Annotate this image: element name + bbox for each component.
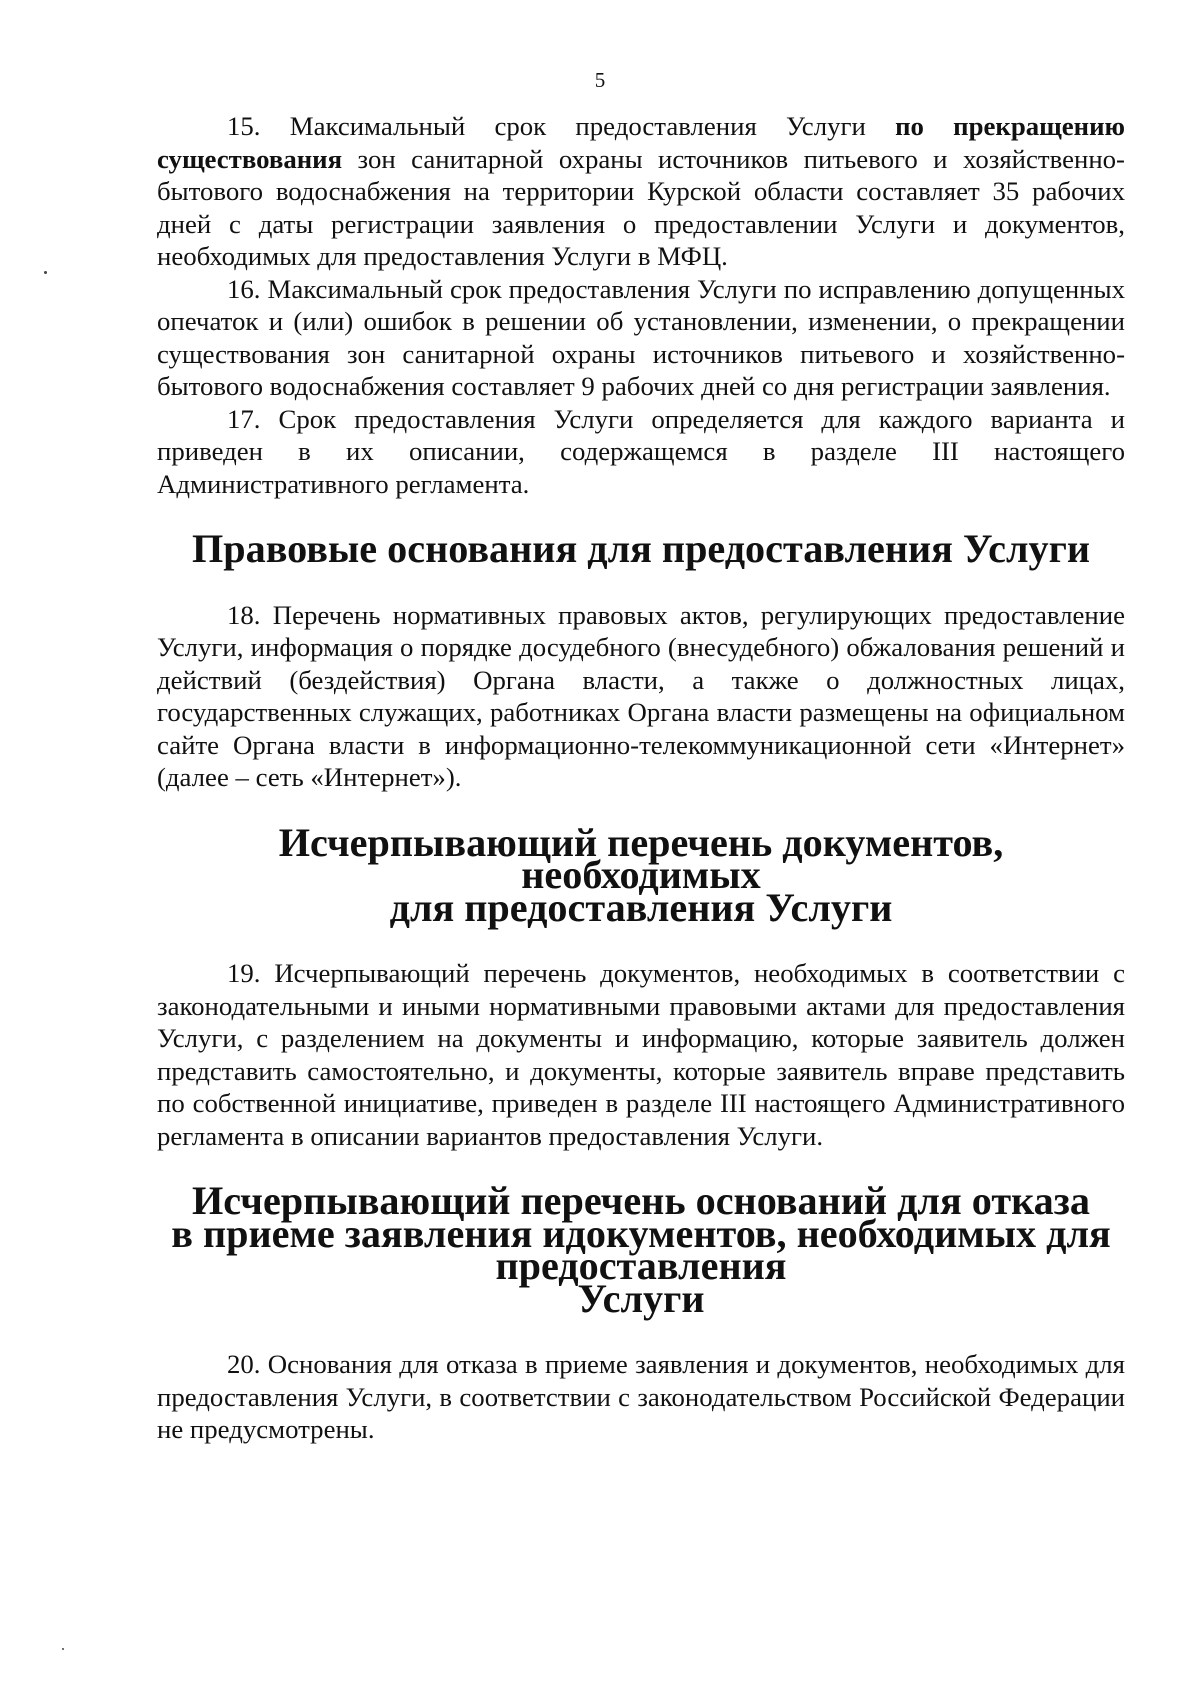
paragraph-text: Срок предоставления Услуги определяется для каждого варианта и приведен в их описании, содержащемся в разделе III настоящего Административного регламента. xyxy=(157,403,1125,499)
heading-line: Исчерпывающий перечень оснований для отказа xyxy=(192,1178,1090,1223)
document-body xyxy=(157,110,1125,1446)
page-number: 5 xyxy=(594,68,606,92)
heading-line: в приеме заявления идокументов, необходимых для предоставления xyxy=(171,1210,1111,1288)
paragraph-bold-text: по прекращению существования xyxy=(157,111,1125,174)
heading-line: Исчерпывающий перечень документов, необходимых xyxy=(278,819,1004,897)
paragraph-text: Основания для отказа в приеме заявления и документов, необходимых для предоставления Услуги, в соответствии с законодательством Российской Федерации не предусмотрены. xyxy=(157,1349,1125,1444)
paragraph-number: 18. xyxy=(227,599,261,630)
paragraph-16 xyxy=(157,273,1125,403)
paragraph-20 xyxy=(157,1348,1125,1446)
scan-speck xyxy=(62,1648,64,1650)
paragraph-17 xyxy=(157,403,1125,501)
paragraph-number: 16. xyxy=(227,273,261,304)
paragraph-number: 19. xyxy=(227,958,261,988)
scan-speck xyxy=(44,271,47,274)
heading-line: Услуги xyxy=(577,1275,705,1321)
heading-line: для предоставления Услуги xyxy=(389,884,893,930)
paragraph-15 xyxy=(157,110,1125,273)
paragraph-18 xyxy=(157,599,1125,794)
paragraph-text: Перечень нормативных правовых актов, регулирующих предоставление Услуги, информация о порядке досудебного (внесудебного) обжалования решений и действий (бездействия) Органа власти, а также о должностных лицах, государственных служащих, работниках Органа власти размещены на официальном сайте Органа власти в информационно-телекоммуникационной сети «Интернет» (далее – сеть «Интернет»). xyxy=(157,599,1125,792)
paragraph-text: Максимальный срок предоставления Услуги xyxy=(260,111,896,141)
paragraph-text: зон санитарной охраны источников питьевого и хозяйственно-бытового водоснабжения на территории Курской области составляет 35 рабочих дней с даты регистрации заявления о предоставлении Услуги и документов, необходимых для предоставления Услуги в МФЦ. xyxy=(157,143,1125,271)
heading-line: Правовые основания для предоставления Услуги xyxy=(191,526,1091,571)
section-heading-legal-basis xyxy=(157,526,1125,571)
section-heading-refusal-grounds xyxy=(157,1178,1125,1321)
section-heading-documents xyxy=(157,819,1125,930)
paragraph-text: Исчерпывающий перечень документов, необходимых в соответствии с законодательными и иными нормативными правовыми актами для предоставления Услуги, с разделением на документы и информацию, которые заявитель должен представить самостоятельно, и документы, которые заявитель вправе представить по собственной инициативе, приведен в разделе III настоящего Административного регламента в описании вариантов предоставления Услуги. xyxy=(157,958,1125,1151)
paragraph-19 xyxy=(157,957,1125,1152)
paragraph-number: 15. xyxy=(227,111,261,141)
paragraph-number: 20. xyxy=(227,1349,261,1379)
paragraph-number: 17. xyxy=(227,403,261,434)
paragraph-text: Максимальный срок предоставления Услуги по исправлению допущенных опечаток и (или) ошибок в решении об установлении, изменении, о прекращении существования зон санитарной охраны источников питьевого и хозяйственно-бытового водоснабжения составляет 9 рабочих дней со дня регистрации заявления. xyxy=(157,273,1125,401)
